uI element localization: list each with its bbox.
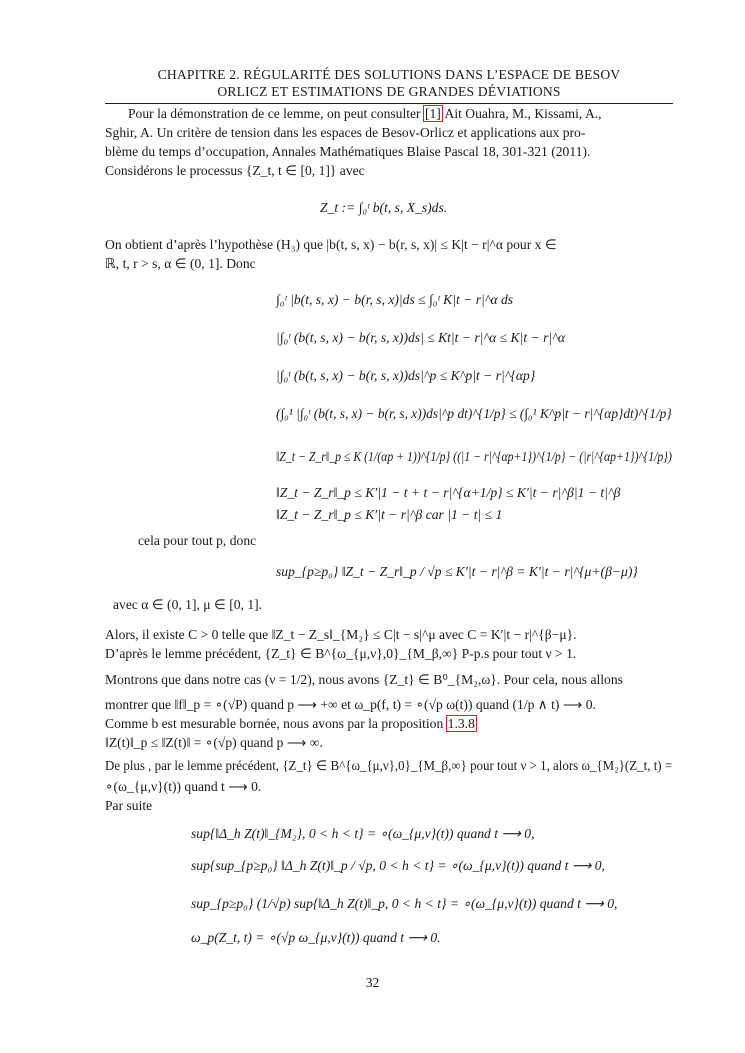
page-number: 32 [365,975,380,990]
para3-line5 [105,716,476,732]
final-equation-2: sup{sup_{p≥p₀} ‖Δ_h Z(t)‖_p / √p, 0 < h < t} = ∘(ω_{μ,ν}(t)) quand t ⟶ 0, [191,858,605,873]
para3-line4: montrer que ‖f‖_p = ∘(√P) quand p ⟶ +∞ et ω_p(f, t) = ∘(√p ω(t)) quand (1/p ∧ t) ⟶ 0. [105,697,596,712]
header-rule [105,103,673,104]
citation-link-1[interactable]: [1] [424,106,441,121]
para3-line3: Montrons que dans notre cas (ν = 1/2), nous avons {Z_t} ∈ B⁰_{M₂,ω}. Pour cela, nous allons [105,672,623,687]
para3-line8: ∘(ω_{μ,ν}(t)) quand t ⟶ 0. [105,779,262,794]
inequality-6: ‖Z_t − Z_r‖_p ≤ K′|1 − t + t − r|^{α+1/p} ≤ K′|t − r|^β|1 − t|^β [276,485,621,500]
avec-line: avec α ∈ (0, 1], μ ∈ [0, 1]. [113,597,263,612]
para1-line3: blème du temps d’occupation, Annales Mathématiques Blaise Pascal 18, 301-321 (2011). [105,144,591,159]
para1-line4: Considérons le processus {Z_t, t ∈ [0, 1]} avec [105,163,365,178]
para1-text-b: Ait Ouahra, M., Kissami, A., [444,106,602,121]
inequality-3: |∫₀ᵗ (b(t, s, x) − b(r, s, x))ds|^p ≤ K^p|t − r|^{αp} [276,368,536,383]
equation-sup: sup_{p≥p₀} ‖Z_t − Z_r‖_p / √p ≤ K′|t − r|^β = K′|t − r|^{μ+(β−μ)} [276,564,638,579]
para3-line2: D’après le lemme précédent, {Z_t} ∈ B^{ω_{μ,ν},0}_{M_β,∞} P-p.s pour tout ν > 1. [105,646,577,661]
final-equation-1: sup{‖Δ_h Z(t)‖_{M₂}, 0 < h < t} = ∘(ω_{μ,ν}(t)) quand t ⟶ 0, [191,826,535,841]
cela-line: cela pour tout p, donc [138,533,257,548]
inequality-7: ‖Z_t − Z_r‖_p ≤ K′|t − r|^β car |1 − t| ≤ 1 [276,507,503,522]
inequality-2: |∫₀ᵗ (b(t, s, x) − b(r, s, x))ds| ≤ Kt|t − r|^α ≤ K|t − r|^α [276,330,565,345]
para3-line1: Alors, il existe C > 0 telle que ‖Z_t − Z_s‖_{M₂} ≤ C|t − s|^μ avec C = K′|t − r|^{β−μ}. [105,627,577,642]
para3-line7: De plus , par le lemme précédent, {Z_t} ∈ B^{ω_{μ,ν},0}_{M_β,∞} pour tout ν > 1, alors ω_{M₂}(Z_t, t) = [105,758,673,773]
inequality-1: ∫₀ᵗ |b(t, s, x) − b(r, s, x)|ds ≤ ∫₀ᵗ K|t − r|^α ds [276,292,514,307]
equation-zt-definition: Z_t := ∫₀ᵗ b(t, s, X_s)ds. [320,200,448,215]
para2-line1: On obtient d’après l’hypothèse (H₃) que |b(t, s, x) − b(r, s, x)| ≤ K|t − r|^α pour x ∈ [105,237,557,252]
final-equation-3: sup_{p≥p₀} (1/√p) sup{‖Δ_h Z(t)‖_p, 0 < h < t} = ∘(ω_{μ,ν}(t)) quand t ⟶ 0, [191,896,618,911]
proposition-link[interactable]: 1.3.8 [447,716,475,731]
para1-text-a: Pour la démonstration de ce lemme, on peut consulter [128,106,421,121]
para3-line6: ‖Z(t)‖_p ≤ ‖Z(t)‖ = ∘(√p) quand p ⟶ ∞. [105,735,323,750]
final-equation-4: ω_p(Z_t, t) = ∘(√p ω_{μ,ν}(t)) quand t ⟶ 0. [191,930,441,945]
running-header-line-1: CHAPITRE 2. RÉGULARITÉ DES SOLUTIONS DANS L’ESPACE DE BESOV [157,67,621,82]
para2-line2: ℝ, t, r > s, α ∈ (0, 1]. Donc [105,256,256,271]
inequality-5: ‖Z_t − Z_r‖_p ≤ K (1/(αp + 1))^{1/p} ((|1 − r|^{αp+1})^{1/p} − (|r|^{αp+1})^{1/p}) [276,449,672,464]
para1-line1 [128,106,602,122]
inequality-4: (∫₀¹ |∫₀ᵗ (b(t, s, x) − b(r, s, x))ds|^p dt)^{1/p} ≤ (∫₀¹ K^p|t − r|^{αp}dt)^{1/p} [276,406,672,421]
running-header-line-2: ORLICZ ET ESTIMATIONS DE GRANDES DÉVIATIONS [217,84,561,99]
para3-line5-text: Comme b est mesurable bornée, nous avons par la proposition [105,716,444,731]
para1-line2: Sghir, A. Un critère de tension dans les espaces de Besov-Orlicz et applications aux pro- [105,125,586,140]
para3-line9: Par suite [105,798,153,813]
